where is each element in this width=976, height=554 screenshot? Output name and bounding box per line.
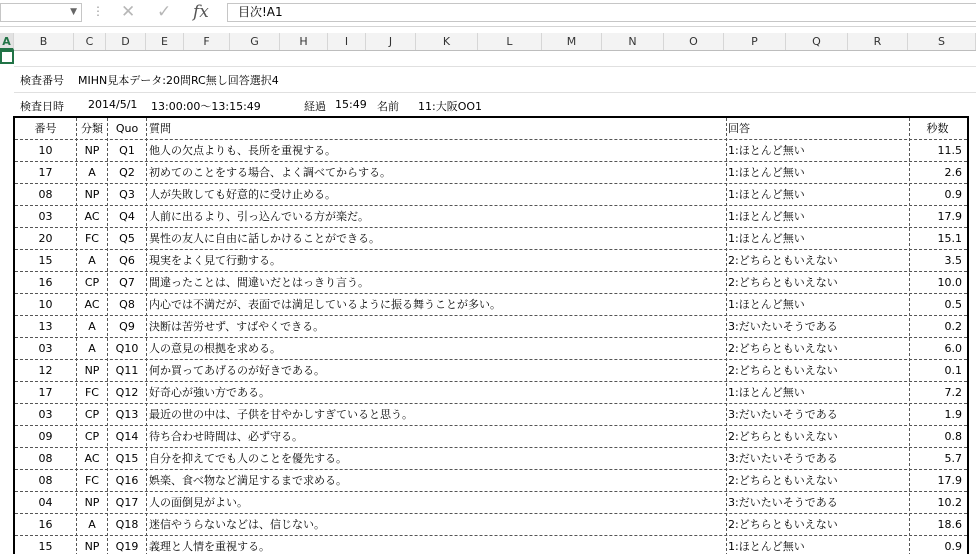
cell-seconds: 10.0 (937, 276, 962, 289)
table-row (15, 206, 967, 228)
column-header[interactable]: J (366, 33, 416, 50)
table-row (15, 272, 967, 294)
cell-answer: 3:だいたいそうである (728, 320, 838, 333)
table-row (15, 514, 967, 536)
chevron-down-icon[interactable]: ▼ (70, 7, 77, 17)
table-row (15, 338, 967, 360)
cell-category: A (88, 254, 96, 267)
table-header-row (15, 118, 967, 140)
table-row (15, 140, 967, 162)
cell-seconds: 7.2 (944, 386, 962, 399)
cell-seconds: 1.9 (944, 408, 962, 421)
cell-category: A (88, 342, 96, 355)
cell-no: 09 (38, 430, 53, 443)
cell-question: 義理と人情を重視する。 (149, 540, 270, 553)
cell-quo: Q16 (115, 474, 139, 487)
table-row (15, 470, 967, 492)
cell-answer: 1:ほとんど無い (728, 232, 805, 245)
cell-question: 自分を抑えてでも人のことを優先する。 (149, 452, 347, 465)
column-header[interactable]: F (184, 33, 230, 50)
header-category: 分類 (81, 122, 103, 135)
column-header[interactable]: Q (786, 33, 848, 50)
cell-category: FC (84, 386, 99, 399)
cell-quo: Q3 (119, 188, 135, 201)
cell-seconds: 17.9 (937, 474, 962, 487)
cancel-icon[interactable]: ✕ (121, 2, 136, 22)
cell-question: 好奇心が強い方である。 (149, 386, 270, 399)
formula-toolbar (0, 0, 976, 27)
table-row (15, 382, 967, 404)
cell-question: 初めてのことをする場合、よく調べてからする。 (149, 166, 391, 179)
column-header[interactable]: E (146, 33, 184, 50)
cell-quo: Q6 (119, 254, 135, 267)
cell-answer: 2:どちらともいえない (728, 254, 838, 267)
cell-seconds: 0.1 (944, 364, 962, 377)
cell-question: 待ち合わせ時間は、必ず守る。 (149, 430, 303, 443)
header-answer: 回答 (728, 122, 750, 135)
cell-quo: Q14 (115, 430, 139, 443)
cell-quo: Q2 (119, 166, 135, 179)
cell-quo: Q15 (115, 452, 139, 465)
cell-no: 16 (38, 518, 53, 531)
elapsed-label: 経過 (304, 100, 326, 113)
cell-quo: Q11 (115, 364, 139, 377)
cell-answer: 1:ほとんど無い (728, 386, 805, 399)
header-seconds: 秒数 (926, 122, 949, 135)
cell-answer: 1:ほとんど無い (728, 210, 805, 223)
table-row (15, 536, 967, 554)
cell-seconds: 6.0 (944, 342, 962, 355)
cell-answer: 2:どちらともいえない (728, 342, 838, 355)
cell-question: 現実をよく見て行動する。 (149, 254, 281, 267)
column-header[interactable]: M (542, 33, 602, 50)
cell-category: AC (84, 298, 100, 311)
cell-seconds: 0.9 (944, 540, 962, 553)
cell-question: 異性の友人に自由に話しかけることができる。 (149, 232, 380, 245)
cell-seconds: 17.9 (937, 210, 962, 223)
cell-answer: 2:どちらともいえない (728, 430, 838, 443)
column-header[interactable]: B (14, 33, 74, 50)
cell-question: 人の意見の根拠を求める。 (149, 342, 281, 355)
cell-question: 他人の欠点よりも、長所を重視する。 (149, 144, 336, 157)
elapsed-value: 15:49 (335, 98, 367, 111)
column-header[interactable]: C (74, 33, 106, 50)
column-header[interactable]: S (908, 33, 976, 50)
cell-quo: Q5 (119, 232, 135, 245)
exam-no-value: MIHN見本データ:20問RC無し回答選択4 (78, 74, 279, 87)
date-value: 2014/5/1 (88, 98, 138, 111)
table-row (15, 316, 967, 338)
header-no: 番号 (34, 122, 57, 135)
cell-question: 内心では不満だが、表面では満足しているように振る舞うことが多い。 (149, 298, 501, 311)
cell-category: FC (84, 232, 99, 245)
cell-question: 迷信やうらないなどは、信じない。 (149, 518, 325, 531)
cell-category: CP (84, 276, 100, 289)
cell-category: NP (84, 496, 100, 509)
cell-answer: 3:だいたいそうである (728, 452, 838, 465)
cell-answer: 3:だいたいそうである (728, 496, 838, 509)
cell-no: 03 (38, 210, 53, 223)
cell-seconds: 2.6 (944, 166, 962, 179)
cell-quo: Q18 (115, 518, 139, 531)
cell-question: 娯楽、食べ物など満足するまで求める。 (149, 474, 347, 487)
cell-seconds: 11.5 (937, 144, 962, 157)
cell-answer: 3:だいたいそうである (728, 408, 838, 421)
cell-quo: Q10 (115, 342, 139, 355)
cell-no: 08 (38, 474, 53, 487)
cell-answer: 2:どちらともいえない (728, 364, 838, 377)
cell-answer: 1:ほとんど無い (728, 540, 805, 553)
cell-answer: 2:どちらともいえない (728, 518, 838, 531)
table-row (15, 294, 967, 316)
confirm-icon[interactable]: ✓ (157, 2, 172, 22)
cell-no: 12 (38, 364, 53, 377)
cell-no: 17 (38, 166, 53, 179)
cell-question: 決断は苦労せず、すばやくできる。 (149, 320, 325, 333)
header-question: 質問 (149, 122, 171, 135)
column-header[interactable]: O (664, 33, 724, 50)
insert-function-icon[interactable]: fx (193, 2, 209, 22)
cell-answer: 2:どちらともいえない (728, 276, 838, 289)
cell-quo: Q12 (115, 386, 139, 399)
cell-category: A (88, 518, 96, 531)
column-header[interactable]: I (328, 33, 366, 50)
table-row (15, 184, 967, 206)
column-header[interactable]: L (478, 33, 542, 50)
exam-no-label: 検査番号 (20, 74, 64, 87)
formula-input[interactable]: 目次!A1 (227, 3, 976, 22)
cell-no: 20 (38, 232, 53, 245)
name-label: 名前 (377, 100, 399, 113)
column-header[interactable]: A (0, 33, 14, 50)
cell-category: AC (84, 452, 100, 465)
cell-category: AC (84, 210, 100, 223)
cell-question: 人が失敗しても好意的に受け止める。 (149, 188, 336, 201)
cell-quo: Q7 (119, 276, 135, 289)
column-header[interactable]: P (724, 33, 786, 50)
cell-seconds: 18.6 (937, 518, 962, 531)
cell-question: 何か買ってあげるのが好きである。 (149, 364, 325, 377)
table-row (15, 250, 967, 272)
table-row (15, 492, 967, 514)
cell-category: A (88, 320, 96, 333)
date-label: 検査日時 (20, 100, 64, 113)
cell-answer: 1:ほとんど無い (728, 144, 805, 157)
cell-no: 13 (38, 320, 53, 333)
cell-answer: 1:ほとんど無い (728, 166, 805, 179)
column-header[interactable]: K (416, 33, 478, 50)
cell-category: NP (84, 188, 100, 201)
cell-no: 04 (38, 496, 53, 509)
cell-seconds: 0.9 (944, 188, 962, 201)
cell-question: 最近の世の中は、子供を甘やかしすぎていると思う。 (149, 408, 413, 421)
cell-no: 15 (38, 254, 53, 267)
cell-category: CP (84, 430, 100, 443)
cell-category: A (88, 166, 96, 179)
table-row (15, 228, 967, 250)
name-value: 11:大阪OO1 (418, 100, 483, 113)
header-quo: Quo (115, 122, 139, 135)
cell-question: 人前に出るより、引っ込んでいる方が楽だ。 (149, 210, 369, 223)
cell-seconds: 5.7 (944, 452, 962, 465)
formula-actions (113, 0, 223, 26)
cell-answer: 2:どちらともいえない (728, 474, 838, 487)
cell-category: NP (84, 540, 100, 553)
table-row (15, 426, 967, 448)
column-header-bar (0, 33, 976, 51)
cell-no: 08 (38, 452, 53, 465)
cell-seconds: 15.1 (937, 232, 962, 245)
cell-no: 03 (38, 342, 53, 355)
column-header[interactable]: G (230, 33, 280, 50)
cell-quo: Q1 (119, 144, 135, 157)
cell-seconds: 0.2 (944, 320, 962, 333)
column-header[interactable]: D (106, 33, 146, 50)
table-row (15, 360, 967, 382)
cell-answer: 1:ほとんど無い (728, 188, 805, 201)
column-header[interactable]: R (848, 33, 908, 50)
cell-category: NP (84, 144, 100, 157)
cell-no: 17 (38, 386, 53, 399)
cell-quo: Q4 (119, 210, 135, 223)
cell-no: 10 (38, 298, 53, 311)
table-row (15, 448, 967, 470)
cell-category: CP (84, 408, 100, 421)
cell-quo: Q19 (115, 540, 139, 553)
column-header[interactable]: H (280, 33, 328, 50)
cell-no: 08 (38, 188, 53, 201)
row-divider (14, 66, 976, 67)
cell-question: 人の面倒見がよい。 (149, 496, 248, 509)
name-box[interactable] (0, 3, 82, 22)
cell-quo: Q9 (119, 320, 135, 333)
cell-no: 10 (38, 144, 53, 157)
cell-quo: Q17 (115, 496, 139, 509)
time-range-value: 13:00:00～13:15:49 (151, 100, 261, 113)
cell-quo: Q8 (119, 298, 135, 311)
table-row (15, 162, 967, 184)
cell-quo: Q13 (115, 408, 139, 421)
active-cell[interactable] (0, 50, 14, 64)
more-options-icon[interactable]: ⋮ (92, 4, 104, 18)
answer-table (13, 116, 969, 554)
cell-answer: 1:ほとんど無い (728, 298, 805, 311)
row-divider (14, 92, 976, 93)
cell-seconds: 0.5 (944, 298, 962, 311)
cell-seconds: 10.2 (937, 496, 962, 509)
cell-category: FC (84, 474, 99, 487)
cell-seconds: 0.8 (944, 430, 962, 443)
cell-no: 15 (38, 540, 53, 553)
cell-seconds: 3.5 (944, 254, 962, 267)
cell-no: 03 (38, 408, 53, 421)
column-header[interactable]: N (602, 33, 664, 50)
cell-category: NP (84, 364, 100, 377)
cell-no: 16 (38, 276, 53, 289)
table-row (15, 404, 967, 426)
cell-question: 間違ったことは、間違いだとはっきり言う。 (149, 276, 369, 289)
